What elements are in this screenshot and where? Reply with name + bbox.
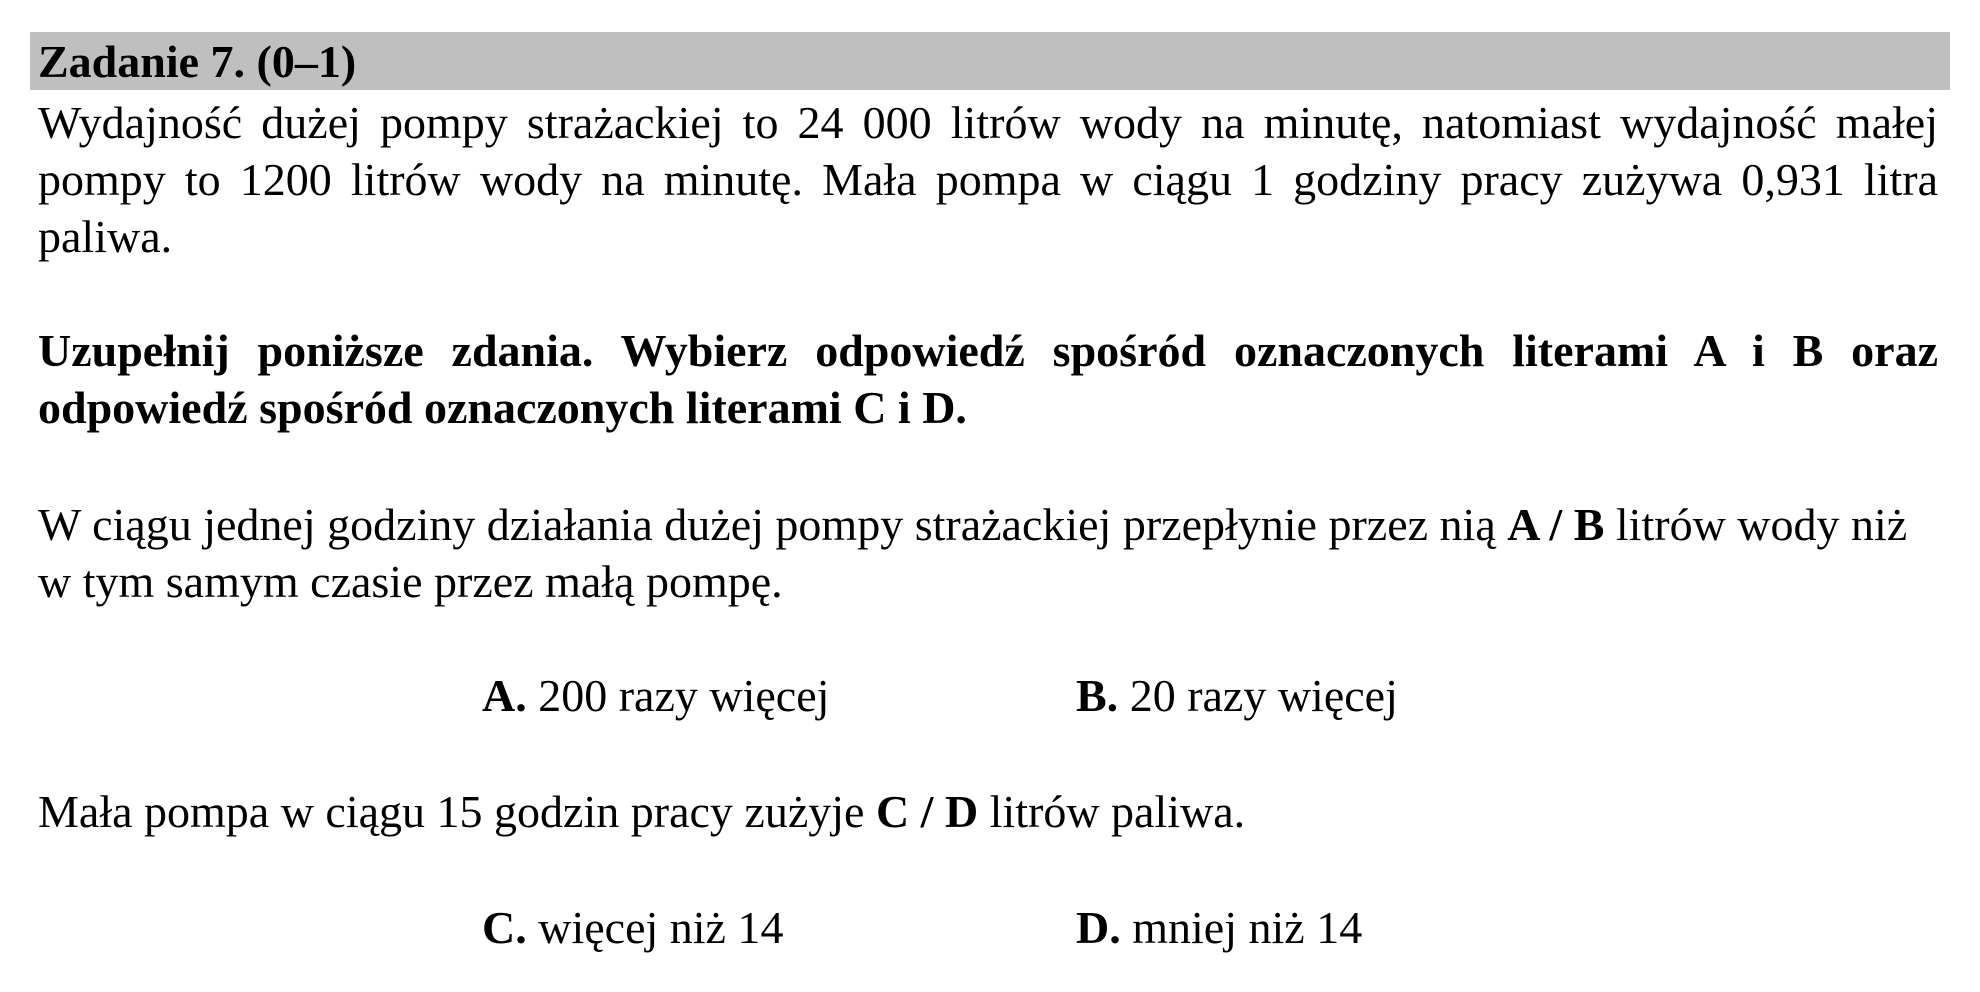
option-d[interactable] bbox=[1076, 899, 1362, 956]
question-2-choice: C / D bbox=[875, 786, 979, 837]
task-intro-text: Wydajność dużej pompy strażackiej to 24 000 litrów wody na minutę, natomiast wydajność małej pompy to 1200 litrów wody na minutę. Mała pompa w ciągu 1 godziny pracy zużywa 0,931 litra paliwa. bbox=[38, 97, 1938, 262]
option-b[interactable] bbox=[1076, 667, 1398, 724]
option-c-letter: C. bbox=[482, 902, 527, 953]
option-b-letter: B. bbox=[1076, 670, 1119, 721]
option-c[interactable] bbox=[482, 899, 783, 956]
option-a[interactable] bbox=[482, 667, 829, 724]
question-2-before: Mała pompa w ciągu 15 godzin pracy zużyje bbox=[38, 786, 876, 837]
task-title: Zadanie 7. (0–1) bbox=[38, 36, 357, 87]
question-1-sentence bbox=[38, 496, 1938, 610]
option-d-text: mniej niż 14 bbox=[1132, 902, 1363, 953]
option-b-text: 20 razy więcej bbox=[1129, 670, 1398, 721]
option-a-text: 200 razy więcej bbox=[538, 670, 830, 721]
option-c-text: więcej niż 14 bbox=[538, 902, 784, 953]
option-a-letter: A. bbox=[482, 670, 527, 721]
task-instruction: Uzupełnij poniższe zdania. Wybierz odpowiedź spośród oznaczonych literami A i B oraz odpowiedź spośród oznaczonych literami C i D. bbox=[38, 325, 1938, 433]
question-2-sentence bbox=[38, 783, 1938, 840]
question-1-before: W ciągu jednej godziny działania dużej pompy strażackiej przepłynie przez nią bbox=[38, 499, 1508, 550]
question-1-choice: A / B bbox=[1507, 499, 1605, 550]
question-2-after: litrów paliwa. bbox=[978, 786, 1246, 837]
option-d-letter: D. bbox=[1076, 902, 1121, 953]
question-1-after: litrów wody niż w tym samym czasie przez małą pompę. bbox=[38, 499, 1908, 607]
